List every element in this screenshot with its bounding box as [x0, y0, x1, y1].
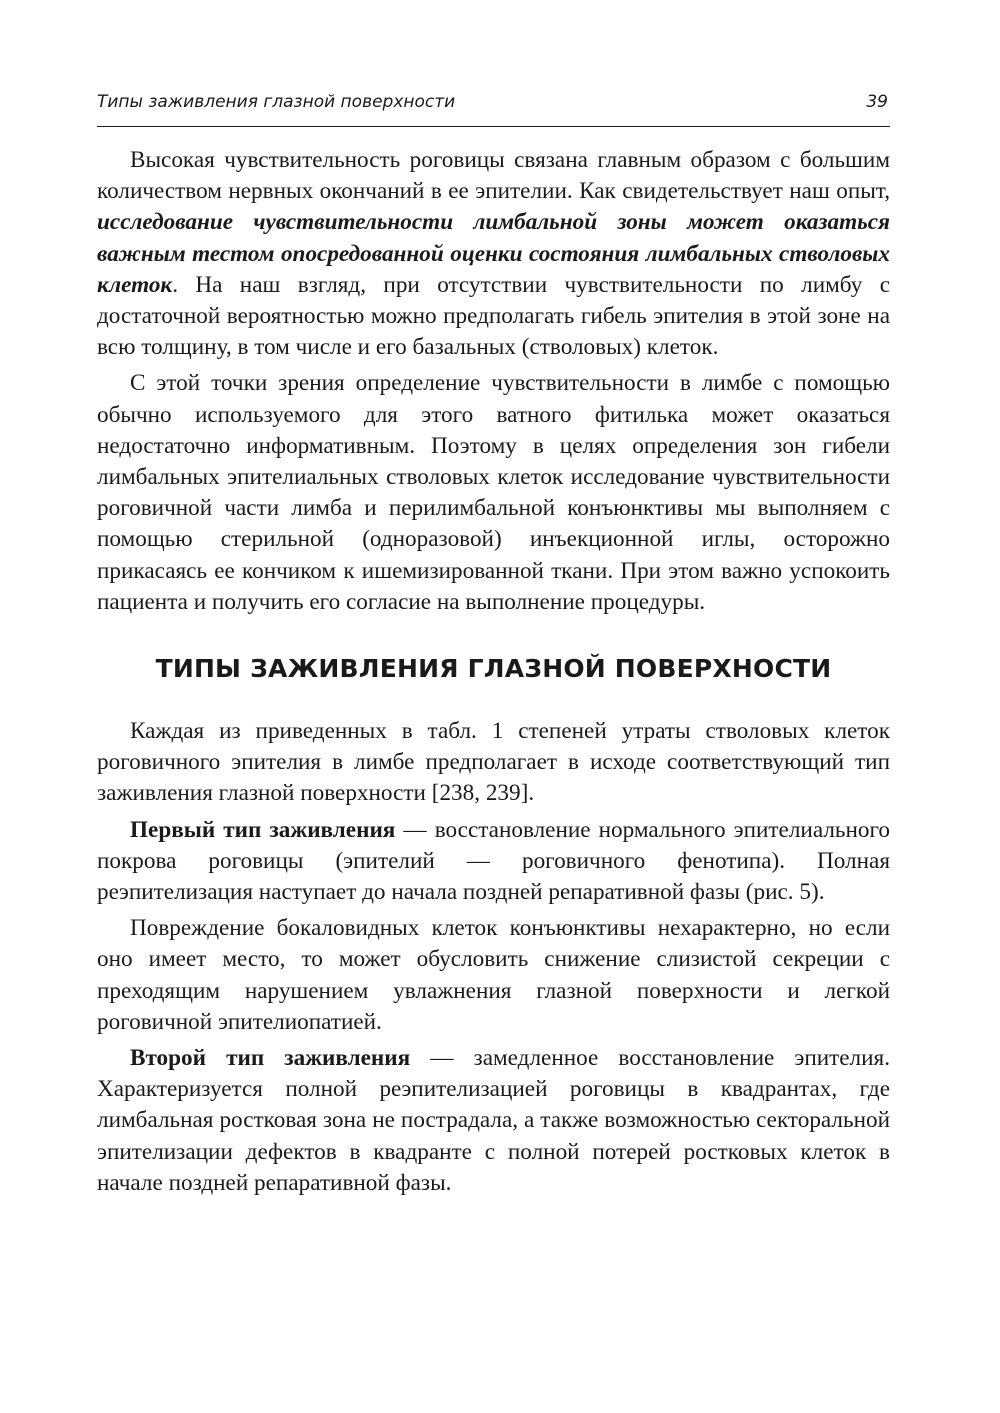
paragraph-text: Повреждение бокаловидных клеток конъюнктивы нехарактерно, но если оно имеет место, то может обусловить снижение слизистой секреции с преходящим нарушением увлажнения глазной поверхности и легкой роговичной эпителиопатией.	[97, 915, 890, 1035]
section-heading: ТИПЫ ЗАЖИВЛЕНИЯ ГЛАЗНОЙ ПОВЕРХНОСТИ	[155, 654, 832, 684]
paragraph-text: С этой точки зрения определение чувствительности в лимбе с помощью обычно используемого для этого ватного фитилька может оказаться недостаточно информативным. Поэтому в целях определения зон гибели лимбальных эпителиальных стволовых клеток исследование чувствительности роговичной части лимба и перилимбальной конъюнктивы мы выполняем с помощью стерильной (одноразовой) инъекционной иглы, осторожно прикасаясь ее кончиком к ишемизированной ткани. При этом важно успокоить пациента и получить его согласие на выполнение процедуры.	[97, 370, 890, 615]
paragraph-text: . На наш взгляд, при отсутствии чувствительности по лимбу с достаточной вероятностью можно предполагать гибель эпителия в этой зоне на всю толщину, в том числе и его базальных (стволовых) клеток.	[97, 271, 890, 361]
paragraph-text: — восстановление нормального эпителиального покрова роговицы (эпителий — роговичного фенотипа). Полная реэпителизация наступает до начала поздней репаративной фазы (рис. 5).	[97, 816, 890, 906]
book-page	[97, 0, 890, 1413]
running-header-title: Типы заживления глазной поверхности	[97, 92, 456, 112]
paragraph-sensitivity-method	[97, 368, 890, 618]
term-first-type: Первый тип заживления	[130, 816, 396, 843]
paragraph-text: — замедленное восстановление эпителия. Характеризуется полной реэпителизацией роговицы в квадрантах, где лимбальная ростковая зона не пострадала, а также возможностью секторальной эпителизации дефектов в квадранте с полной потерей ростковых клеток в начале поздней репаративной фазы.	[97, 1045, 890, 1196]
paragraph-second-type	[97, 1043, 890, 1199]
paragraph-goblet-cells	[97, 913, 890, 1038]
page-number: 39	[866, 92, 888, 112]
paragraph-text: Высокая чувствительность роговицы связана главным образом с большим количеством нервных окончаний в ее эпителии. Как свидетельствует наш опыт,	[97, 147, 890, 205]
paragraph-text: Каждая из приведенных в табл. 1 степеней утраты стволовых клеток роговичного эпителия в лимбе предполагает в исходе соответствующий тип заживления глазной поверхности [238, 239].	[97, 718, 890, 807]
paragraph-healing-intro	[97, 716, 890, 810]
body-text	[97, 145, 890, 1204]
term-second-type: Второй тип заживления	[130, 1045, 411, 1072]
running-header	[97, 88, 890, 127]
paragraph-corneal-sensitivity	[97, 145, 890, 363]
emphasized-statement: исследование чувствительности лимбальной зоны может оказаться важным тестом опосредованной оценки состояния лимбальных стволовых клеток	[97, 209, 890, 298]
paragraph-first-type	[97, 815, 890, 909]
